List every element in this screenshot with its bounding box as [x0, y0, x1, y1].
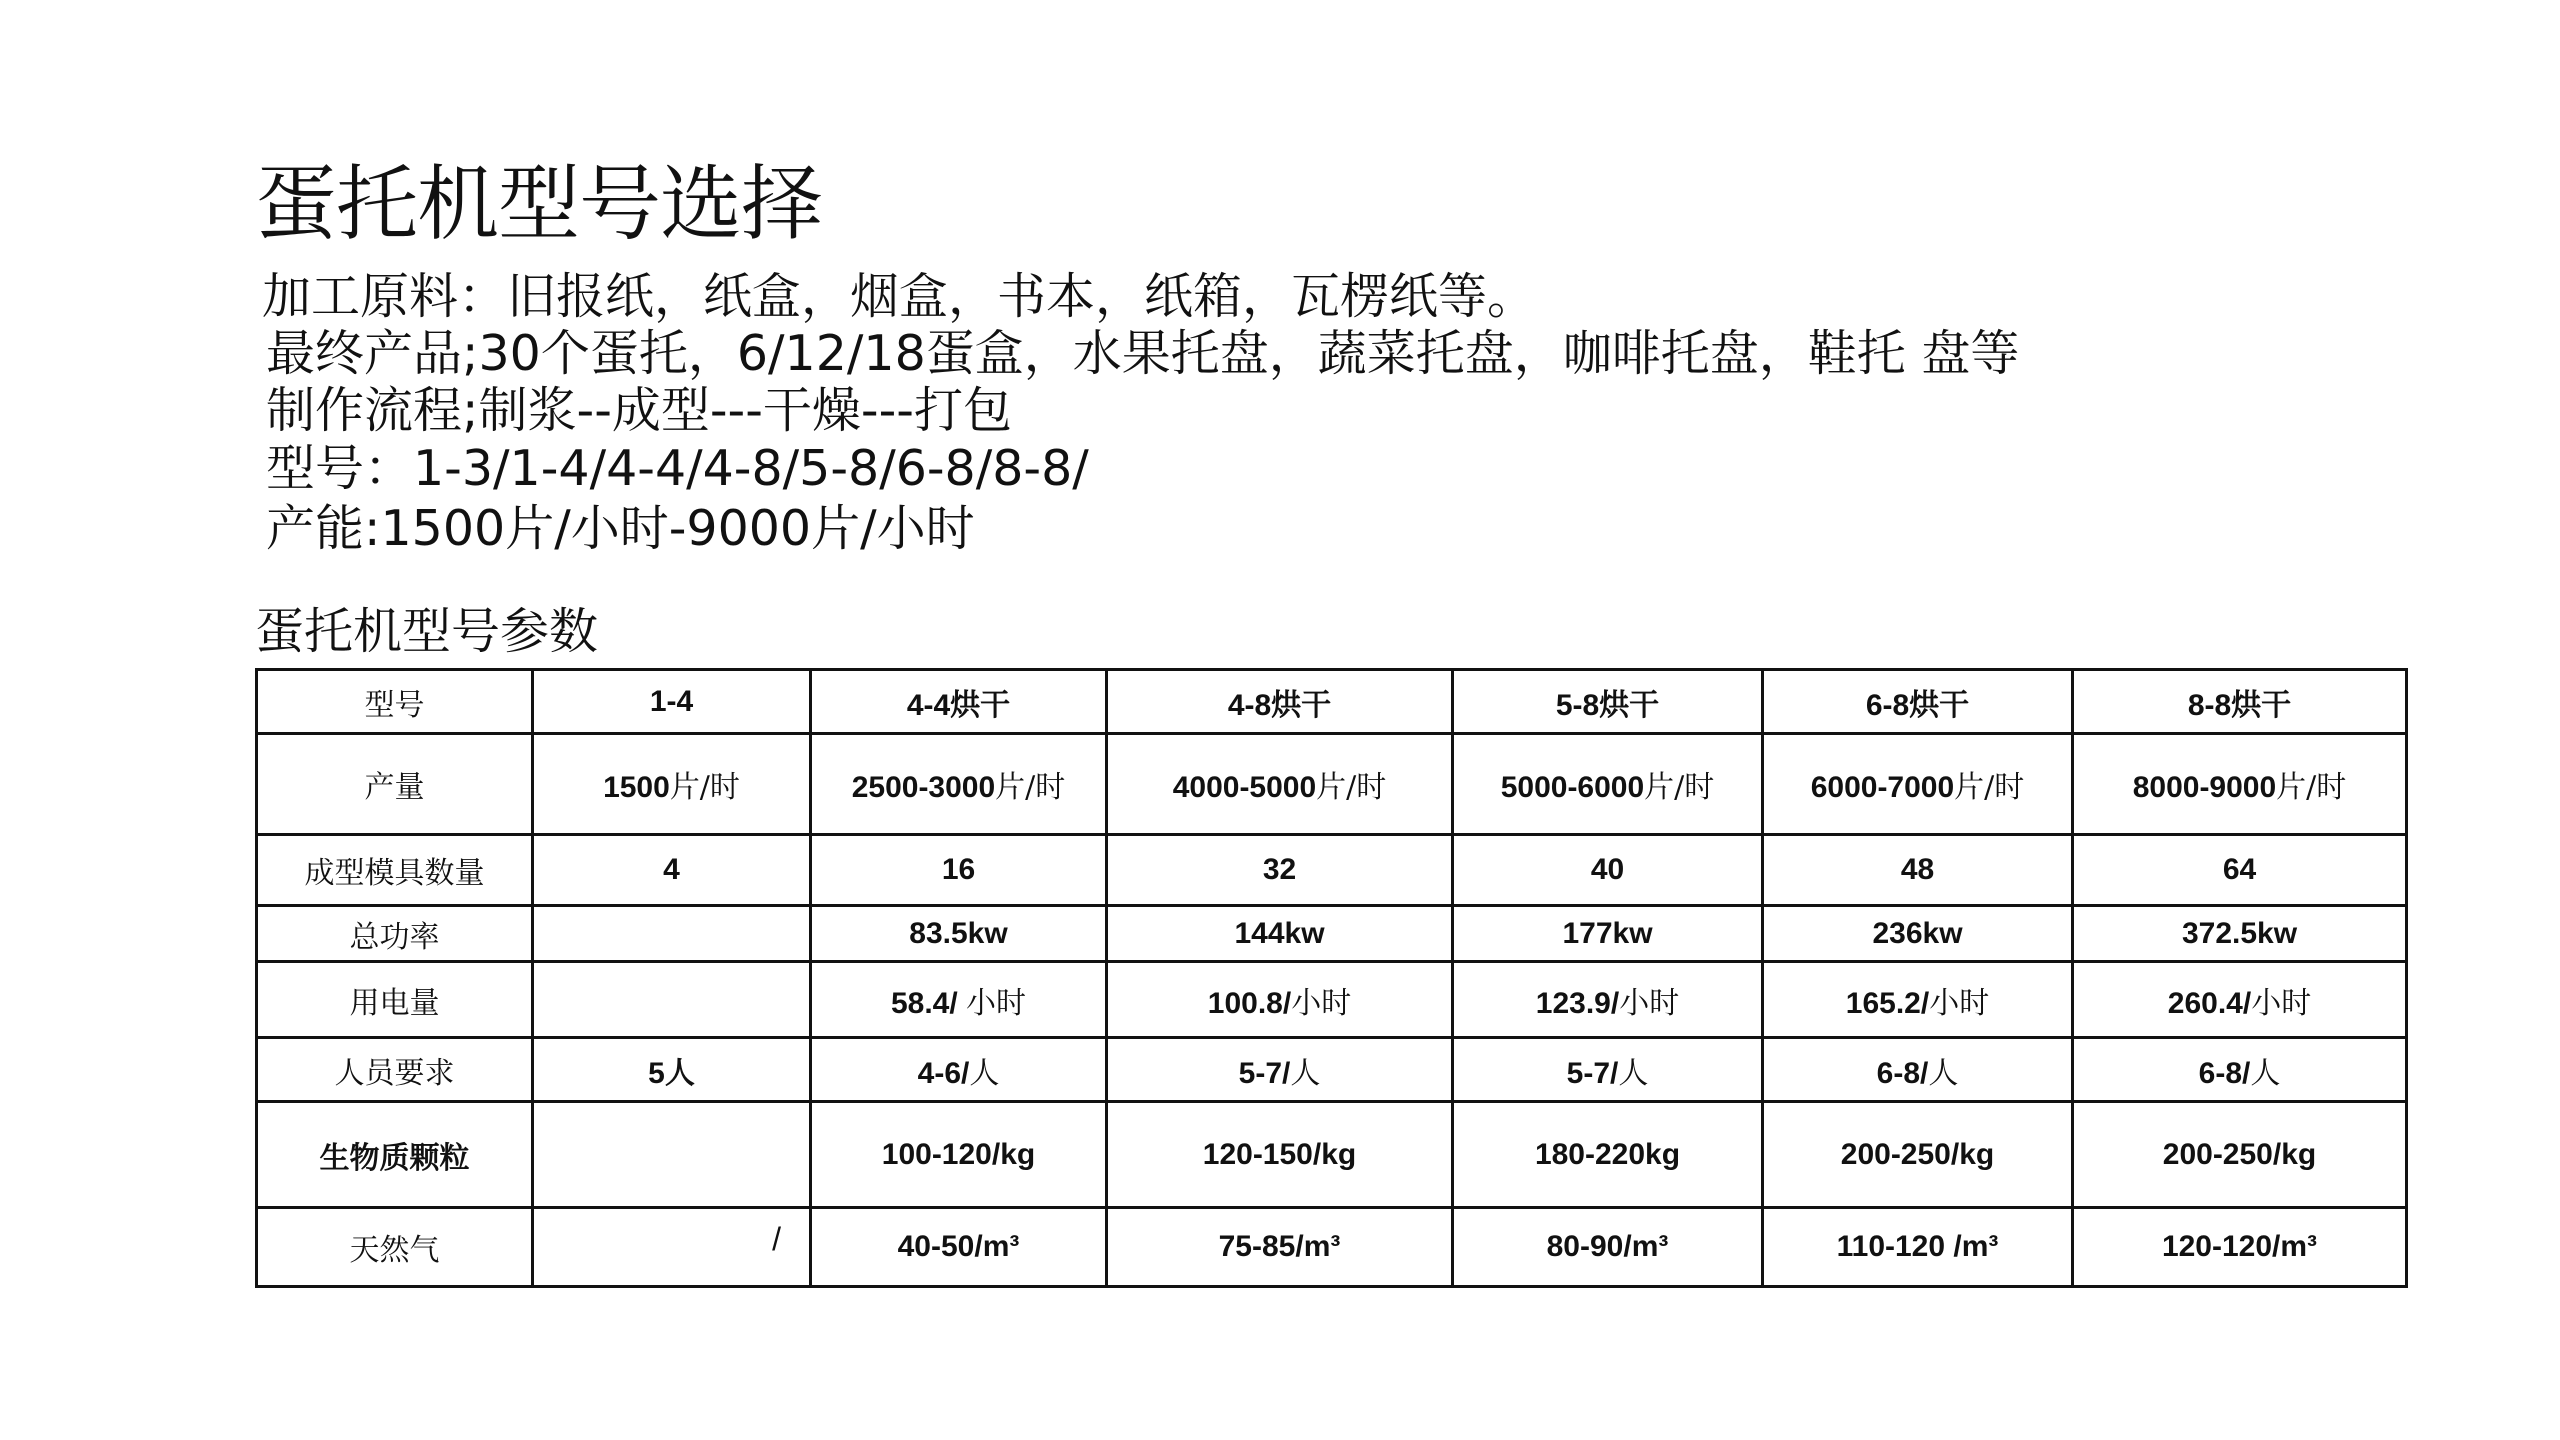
raw-materials-line: 加工原料：旧报纸，纸盒，烟盒，书本，纸箱，瓦楞纸等。: [262, 268, 1537, 325]
output-cell: 2500-3000片/时: [811, 734, 1107, 835]
molds-cell: 16: [811, 835, 1107, 906]
biomass-cell: [533, 1102, 811, 1208]
row-label-model: 型号: [257, 670, 533, 734]
gas-cell: 110-120 /m³: [1763, 1208, 2073, 1287]
model-cell: 5-8烘干: [1453, 670, 1763, 734]
molds-cell: 64: [2073, 835, 2407, 906]
table-row-biomass: [257, 1102, 2407, 1208]
molds-cell: 4: [533, 835, 811, 906]
info-block: [262, 268, 2019, 557]
biomass-cell: 200-250/kg: [2073, 1102, 2407, 1208]
gas-cell: 75-85/m³: [1107, 1208, 1453, 1287]
params-table: [255, 668, 2408, 1288]
electricity-cell: [533, 962, 811, 1038]
staff-cell: 5人: [533, 1038, 811, 1102]
table-row-gas: [257, 1208, 2407, 1287]
model-cell: 4-4烘干: [811, 670, 1107, 734]
table-row-output: [257, 734, 2407, 835]
staff-cell: 6-8/人: [2073, 1038, 2407, 1102]
staff-cell: 5-7/人: [1107, 1038, 1453, 1102]
output-cell: 1500片/时: [533, 734, 811, 835]
staff-cell: 6-8/人: [1763, 1038, 2073, 1102]
power-cell: 372.5kw: [2073, 906, 2407, 962]
molds-cell: 32: [1107, 835, 1453, 906]
biomass-cell: 200-250/kg: [1763, 1102, 2073, 1208]
gas-cell: 80-90/m³: [1453, 1208, 1763, 1287]
staff-cell: 5-7/人: [1453, 1038, 1763, 1102]
electricity-cell: 100.8/小时: [1107, 962, 1453, 1038]
electricity-cell: 260.4/小时: [2073, 962, 2407, 1038]
gas-cell: 40-50/m³: [811, 1208, 1107, 1287]
page-title: 蛋托机型号选择: [255, 157, 823, 252]
capacity-line: 产能:1500片/小时-9000片/小时: [266, 500, 975, 557]
table-row-models: [257, 670, 2407, 734]
models-line: 型号：1-3/1-4/4-4/4-8/5-8/6-8/8-8/: [266, 440, 1089, 497]
final-products-line: 最终产品;30个蛋托，6/12/18蛋盒，水果托盘，蔬菜托盘，咖啡托盘，鞋托 盘等: [266, 325, 2020, 382]
output-cell: 6000-7000片/时: [1763, 734, 2073, 835]
biomass-cell: 100-120/kg: [811, 1102, 1107, 1208]
molds-cell: 40: [1453, 835, 1763, 906]
output-cell: 4000-5000片/时: [1107, 734, 1453, 835]
electricity-cell: 123.9/小时: [1453, 962, 1763, 1038]
row-label-electricity: 用电量: [257, 962, 533, 1038]
staff-cell: 4-6/人: [811, 1038, 1107, 1102]
gas-cell: 120-120/m³: [2073, 1208, 2407, 1287]
biomass-cell: 180-220kg: [1453, 1102, 1763, 1208]
power-cell: 144kw: [1107, 906, 1453, 962]
output-cell: 8000-9000片/时: [2073, 734, 2407, 835]
model-cell: 8-8烘干: [2073, 670, 2407, 734]
row-label-staff: 人员要求: [257, 1038, 533, 1102]
row-label-power: 总功率: [257, 906, 533, 962]
row-label-gas: 天然气: [257, 1208, 533, 1287]
row-label-molds: 成型模具数量: [257, 835, 533, 906]
model-cell: 6-8烘干: [1763, 670, 2073, 734]
table-title: 蛋托机型号参数: [255, 603, 599, 660]
biomass-cell: 120-150/kg: [1107, 1102, 1453, 1208]
electricity-cell: 165.2/小时: [1763, 962, 2073, 1038]
gas-cell: /: [533, 1208, 811, 1287]
model-cell: 4-8烘干: [1107, 670, 1453, 734]
table-row-electricity: [257, 962, 2407, 1038]
power-cell: 236kw: [1763, 906, 2073, 962]
process-line: 制作流程;制浆--成型---干燥---打包: [266, 382, 1012, 439]
table-row-power: [257, 906, 2407, 962]
molds-cell: 48: [1763, 835, 2073, 906]
power-cell: [533, 906, 811, 962]
table-row-staff: [257, 1038, 2407, 1102]
electricity-cell: 58.4/ 小时: [811, 962, 1107, 1038]
table-row-molds: [257, 835, 2407, 906]
power-cell: 83.5kw: [811, 906, 1107, 962]
model-cell: 1-4: [533, 670, 811, 734]
row-label-output: 产量: [257, 734, 533, 835]
power-cell: 177kw: [1453, 906, 1763, 962]
row-label-biomass: 生物质颗粒: [257, 1102, 533, 1208]
output-cell: 5000-6000片/时: [1453, 734, 1763, 835]
